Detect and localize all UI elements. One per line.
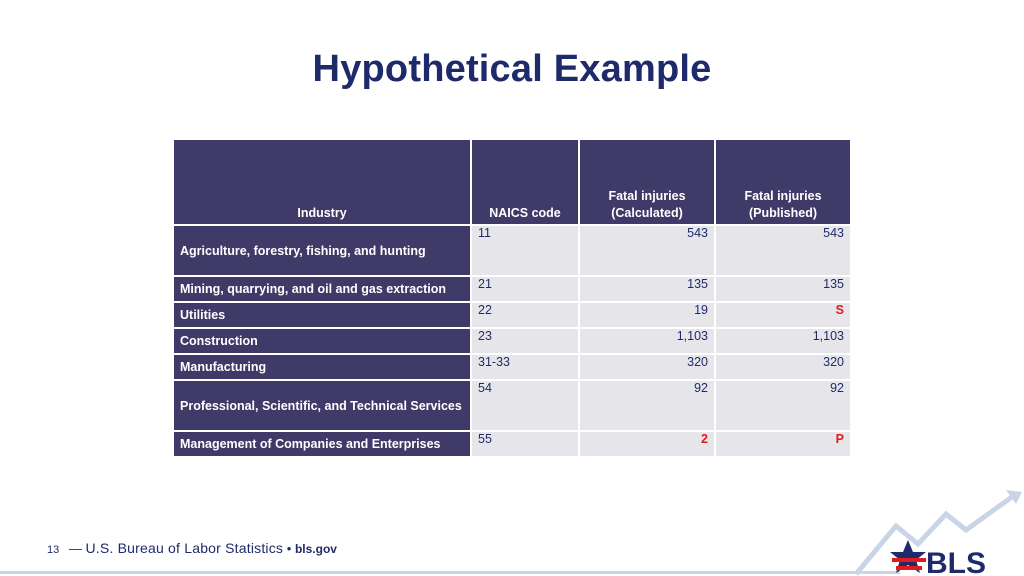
table-row (173, 225, 851, 276)
published-suppressed-cell: P (715, 431, 851, 457)
published-cell: 135 (715, 276, 851, 302)
naics-cell: 11 (471, 225, 579, 276)
published-cell: 320 (715, 354, 851, 380)
calculated-cell: 135 (579, 276, 715, 302)
site-link[interactable]: bls.gov (294, 542, 337, 556)
published-cell: 543 (715, 225, 851, 276)
header-fatal-published (715, 139, 851, 225)
calculated-cell: 92 (579, 380, 715, 431)
slide-title: Hypothetical Example (312, 48, 712, 90)
industry-cell: Professional, Scientific, and Technical Services (173, 380, 471, 431)
calculated-cell: 543 (579, 225, 715, 276)
table-row (173, 302, 851, 328)
industry-cell: Agriculture, forestry, fishing, and hunting (173, 225, 471, 276)
page-number: 13 (47, 544, 60, 556)
header-naics-code: NAICS code (471, 139, 579, 225)
header-calculated-line1: Fatal injuries (608, 189, 686, 203)
logo-stripe (892, 558, 926, 562)
naics-cell: 21 (471, 276, 579, 302)
industry-cell: Management of Companies and Enterprises (173, 431, 471, 457)
agency-name: U.S. Bureau of Labor Statistics (85, 540, 284, 556)
naics-cell: 23 (471, 328, 579, 354)
published-suppressed-cell: S (715, 302, 851, 328)
naics-cell: 31-33 (471, 354, 579, 380)
logo-stripe (896, 566, 922, 570)
header-published-line2: (Published) (748, 206, 818, 220)
table-header-row (173, 139, 851, 225)
header-industry: Industry (173, 139, 471, 225)
calculated-cell: 1,103 (579, 328, 715, 354)
table-row (173, 431, 851, 457)
naics-cell: 54 (471, 380, 579, 431)
calculated-cell: 19 (579, 302, 715, 328)
logo-text: BLS (926, 547, 986, 576)
industry-cell: Utilities (173, 302, 471, 328)
bls-logo (856, 486, 1024, 576)
table-row (173, 354, 851, 380)
footer-dash: — (68, 541, 82, 556)
table-row (173, 276, 851, 302)
calculated-highlight-cell: 2 (579, 431, 715, 457)
footer-bullet: • (286, 541, 292, 556)
table-row (173, 328, 851, 354)
naics-cell: 55 (471, 431, 579, 457)
fatal-injuries-table (172, 138, 852, 458)
calculated-cell: 320 (579, 354, 715, 380)
footer-divider (0, 571, 900, 574)
naics-cell: 22 (471, 302, 579, 328)
header-published-line1: Fatal injuries (744, 189, 822, 203)
header-calculated-line2: (Calculated) (611, 206, 683, 220)
footer (47, 540, 337, 556)
industry-cell: Mining, quarrying, and oil and gas extraction (173, 276, 471, 302)
industry-cell: Manufacturing (173, 354, 471, 380)
published-cell: 92 (715, 380, 851, 431)
header-fatal-calculated (579, 139, 715, 225)
table-row (173, 380, 851, 431)
published-cell: 1,103 (715, 328, 851, 354)
industry-cell: Construction (173, 328, 471, 354)
